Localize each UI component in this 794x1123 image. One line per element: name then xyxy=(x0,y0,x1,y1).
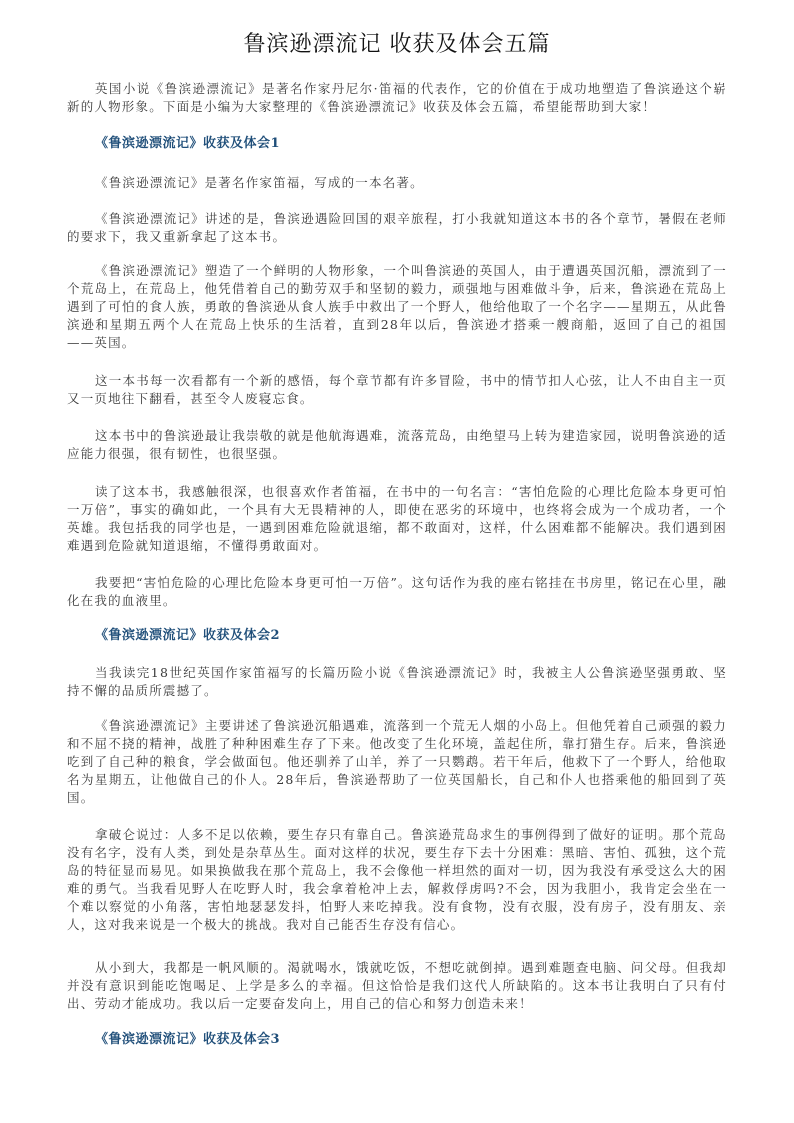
paragraph: 这一本书每一次看都有一个新的感悟，每个章节都有许多冒险，书中的情节扣人心弦，让人不由自主一页又一页地往下翻看，甚至令人废寝忘食。 xyxy=(67,373,727,406)
section-1-heading-block xyxy=(67,135,727,153)
intro-paragraph: 英国小说《鲁滨逊漂流记》是著名作家丹尼尔·笛福的代表作，它的价值在于成功地塑造了鲁滨逊这个崭新的人物形象。下面是小编为大家整理的《鲁滨逊漂流记》收获及体会五篇，希望能帮助到大家！ xyxy=(67,81,727,114)
paragraph: 《鲁滨逊漂流记》塑造了一个鲜明的人物形象，一个叫鲁滨逊的英国人，由于遭遇英国沉船，漂流到了一个荒岛上，在荒岛上，他凭借着自己的勤劳双手和坚韧的毅力，顽强地与困难做斗争，后来，鲁滨逊在荒岛上遇到了可怕的食人族，勇敢的鲁滨逊从食人族手中救出了一个野人，他给他取了一个名字——星期五，从此鲁滨逊和星期五两个人在荒岛上快乐的生活着，直到28年以后，鲁滨逊才搭乘一艘商船，返回了自己的祖国——英国。 xyxy=(67,263,727,350)
paragraph-block xyxy=(67,664,727,700)
paragraph: 《鲁滨逊漂流记》是著名作家笛福，写成的一本名著。 xyxy=(95,175,424,190)
paragraph-block xyxy=(67,574,727,610)
section-heading: 《鲁滨逊漂流记》收获及体会3 xyxy=(95,1032,281,1047)
paragraph-block xyxy=(67,959,727,1013)
intro-paragraph-block xyxy=(67,80,727,116)
paragraph-block xyxy=(67,483,727,555)
paragraph: 从小到大，我都是一帆风顺的。渴就喝水，饿就吃饭，不想吃就倒掉。遇到难题查电脑、问父母。但我却并没有意识到能吃饱喝足、上学是多么的幸福。但这恰恰是我们这代人所缺陷的。这本书让我明白了只有付出、劳动才能成功。我以后一定要奋发向上，用自己的信心和努力创造未来！ xyxy=(67,960,727,1011)
paragraph: 当我读完18世纪英国作家笛福写的长篇历险小说《鲁滨逊漂流记》时，我被主人公鲁滨逊坚强勇敢、坚持不懈的品质所震撼了。 xyxy=(67,665,727,698)
section-3-heading-block xyxy=(67,1031,727,1049)
paragraph: 我要把“害怕危险的心理比危险本身更可怕一万倍”。这句话作为我的座右铭挂在书房里，铭记在心里，融化在我的血液里。 xyxy=(67,575,727,608)
paragraph-block xyxy=(67,262,727,352)
paragraph: 拿破仑说过：人多不足以依赖，要生存只有靠自己。鲁滨逊荒岛求生的事例得到了做好的证明。那个荒岛没有名字，没有人类，到处是杂草丛生。面对这样的状况，要生存下去十分困难：黑暗、害怕、孤独，这个荒岛的特征显而易见。如果换做我在那个荒岛上，我不会像他一样坦然的面对一切，因为我没有承受这么大的困难的勇气。当我看见野人在吃野人时，我会拿着枪冲上去，解救俘虏吗?不会，因为我胆小，我肯定会坐在一个难以察觉的小角落，害怕地瑟瑟发抖，怕野人来吃掉我。没有食物，没有衣服，没有房子，没有朋友、亲人，这对我来说是一个极大的挑战。我对自己能否生存没有信心。 xyxy=(67,827,727,932)
document-title: 鲁滨逊漂流记 收获及体会五篇 xyxy=(243,32,551,57)
paragraph-block xyxy=(67,372,727,408)
paragraph-block xyxy=(67,174,727,192)
paragraph-block xyxy=(67,427,727,463)
paragraph: 《鲁滨逊漂流记》主要讲述了鲁滨逊沉船遇难，流落到一个荒无人烟的小岛上。但他凭着自己顽强的毅力和不屈不挠的精神，战胜了种种困难生存了下来。他改变了生化环境，盖起住所，靠打猎生存。后来，鲁滨逊吃到了自己种的粮食，学会做面包。他还驯养了山羊，养了一只鹦鹉。若干年后，他救下了一个野人，给他取名为星期五，让他做自己的仆人。28年后，鲁滨逊帮助了一位英国船长，自己和仆人也搭乘他的船回到了英国。 xyxy=(67,718,727,805)
paragraph-block xyxy=(67,210,727,246)
paragraph-block xyxy=(67,717,727,807)
paragraph: 《鲁滨逊漂流记》讲述的是，鲁滨逊遇险回国的艰辛旅程，打小我就知道这本书的各个章节，暑假在老师的要求下，我又重新拿起了这本书。 xyxy=(67,211,727,244)
paragraph: 读了这本书，我感触很深，也很喜欢作者笛福，在书中的一句名言：“害怕危险的心理比危险本身更可怕一万倍”，事实的确如此，一个具有大无畏精神的人，即使在恶劣的环境中，也终将会成为一个成功者，一个英雄。我包括我的同学也是，一遇到困难危险就退缩，都不敢面对，这样，什么困难都不能解决。我们遇到困难遇到危险就知道退缩，不懂得勇敢面对。 xyxy=(67,484,727,553)
paragraph: 这本书中的鲁滨逊最让我崇敬的就是他航海遇难，流落荒岛，由绝望马上转为建造家园，说明鲁滨逊的适应能力很强，很有韧性，也很坚强。 xyxy=(67,428,727,461)
section-2-heading-block xyxy=(67,627,727,645)
section-heading: 《鲁滨逊漂流记》收获及体会1 xyxy=(95,136,281,151)
section-heading: 《鲁滨逊漂流记》收获及体会2 xyxy=(95,628,281,643)
paragraph-block xyxy=(67,826,727,934)
